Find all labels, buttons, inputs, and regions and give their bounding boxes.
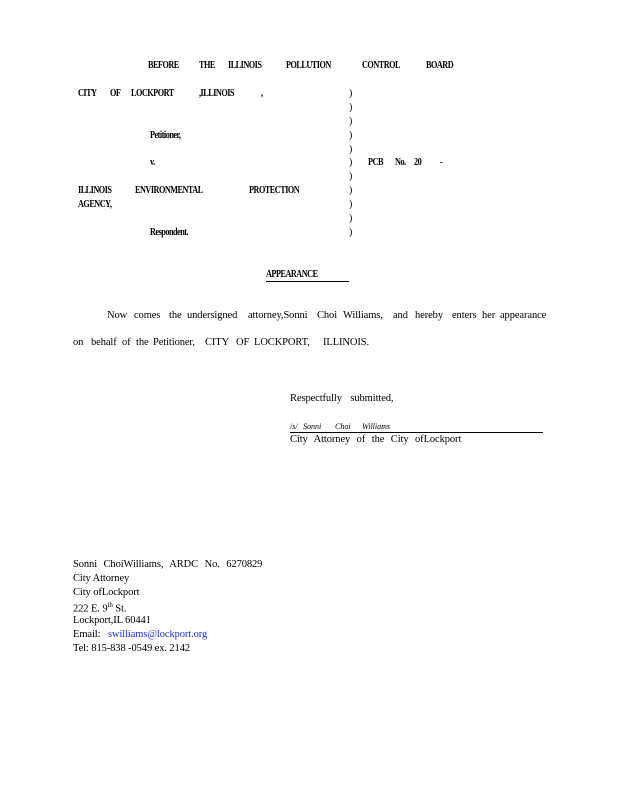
heading-word: BEFORE [148, 60, 179, 71]
title-underline [266, 281, 349, 282]
heading-word: CONTROL [362, 60, 401, 71]
contact-email-link[interactable]: swilliams@lockport.org [108, 629, 208, 640]
contact-title: City Attorney [73, 573, 130, 584]
caption-paren: ) [349, 102, 353, 113]
caption-paren: ) [349, 171, 353, 182]
caption-paren: ) [349, 144, 353, 155]
street-number: 222 E. 9 [73, 603, 108, 615]
petitioner-role: Petitioner, [150, 130, 181, 141]
respondent-line2: AGENCY, [78, 199, 112, 210]
paragraph-word: of [122, 337, 131, 348]
contact-city: Lockport,IL 60441 [73, 615, 151, 626]
contact-street [73, 602, 126, 615]
contact-tel: Tel: 815-838 -0549 ex. 2142 [73, 643, 191, 654]
caption-paren: ) [349, 116, 353, 127]
respondent-word: ENVIRONMENTAL [135, 185, 203, 196]
respondent-word: PROTECTION [249, 185, 300, 196]
caption-paren: ) [349, 88, 353, 99]
paragraph-word: Now [107, 310, 128, 321]
caption-paren: ) [349, 130, 353, 141]
heading-word: ILLINOIS [228, 60, 262, 71]
paragraph-word: attorney,Sonni [248, 310, 308, 321]
caption-paren: ) [349, 213, 353, 224]
paragraph-word: and [393, 310, 408, 321]
case-word: No. [395, 157, 406, 168]
paragraph-word: on [73, 337, 84, 348]
petitioner-state: ,ILLINOIS [199, 88, 235, 99]
contact-org: City ofLockport [73, 587, 140, 598]
esign-word: Sonni [303, 422, 322, 431]
petitioner-word: OF [110, 88, 121, 99]
paragraph-word: appearance [500, 310, 547, 321]
paragraph-word: OF [236, 337, 250, 348]
document-title: APPEARANCE [266, 269, 318, 280]
caption-paren: ) [349, 157, 353, 168]
case-word: 20 [414, 157, 422, 168]
paragraph-word: comes [134, 310, 161, 321]
paragraph-word: her [482, 310, 496, 321]
versus: v. [150, 157, 155, 168]
caption-paren: ) [349, 185, 353, 196]
paragraph-word: enters [452, 310, 477, 321]
petitioner-word: LOCKPORT [131, 88, 174, 99]
paragraph-word: hereby [415, 310, 443, 321]
paragraph-word: the [169, 310, 182, 321]
petitioner-word: CITY [78, 88, 97, 99]
paragraph-word: ILLINOIS. [323, 337, 370, 348]
respondent-word: ILLINOIS [78, 185, 112, 196]
heading-word: POLLUTION [286, 60, 331, 71]
esign-word: /s/ [290, 422, 298, 431]
signer-title: City Attorney of the City ofLockport [290, 434, 462, 445]
paragraph-word: LOCKPORT, [254, 337, 310, 348]
paragraph-word: CITY [205, 337, 230, 348]
street-suffix: St. [112, 603, 127, 615]
paragraph-word: Choi [317, 310, 338, 321]
caption-paren: ) [349, 227, 353, 238]
signature-line [290, 432, 543, 433]
closing: Respectfully submitted, [290, 393, 394, 404]
paragraph-word: Petitioner, [153, 337, 195, 348]
contact-name: Sonni ChoiWilliams, ARDC No. 6270829 [73, 559, 263, 570]
paragraph-word: undersigned [187, 310, 238, 321]
petitioner-comma: , [261, 88, 263, 99]
respondent-role: Respondent. [150, 227, 189, 238]
street-ordinal: th [107, 601, 113, 609]
heading-word: BOARD [426, 60, 454, 71]
paragraph-word: the [136, 337, 149, 348]
contact-email-label: Email: [73, 629, 101, 640]
caption-paren: ) [349, 199, 353, 210]
esign-word: Choi [335, 422, 351, 431]
esign-word: Williams [362, 422, 391, 431]
paragraph-word: behalf [91, 337, 117, 348]
heading-word: THE [199, 60, 215, 71]
case-word: PCB [368, 157, 383, 168]
paragraph-word: Williams, [343, 310, 383, 321]
case-word: - [440, 157, 443, 168]
